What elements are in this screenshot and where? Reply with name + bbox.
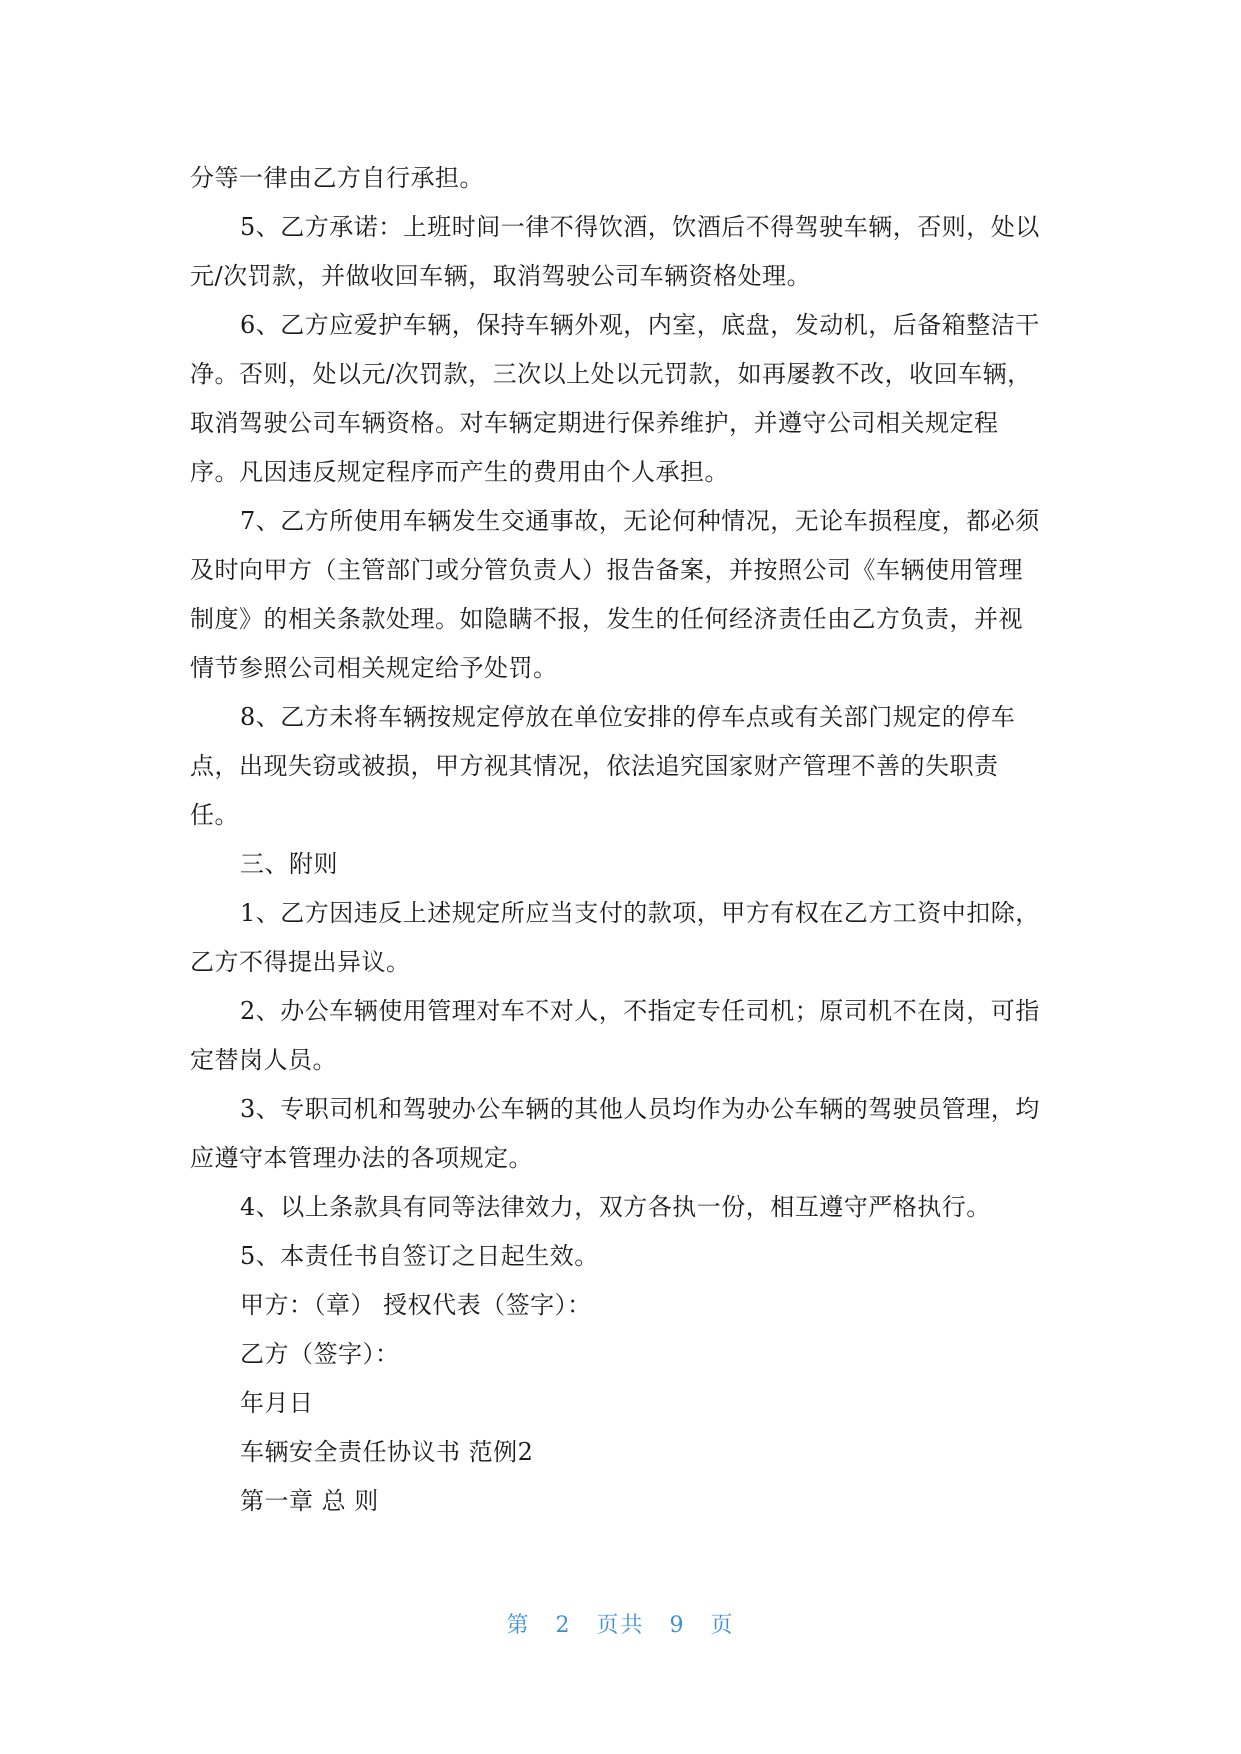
footer-suffix: 页 xyxy=(710,1613,735,1638)
text-line: 情节参照公司相关规定给予处罚。 xyxy=(190,654,558,682)
text-line: 制度》的相关条款处理。如隐瞒不报，发生的任何经济责任由乙方负责，并视 xyxy=(190,605,1023,633)
footer-middle: 页共 xyxy=(596,1613,645,1638)
text-line: 应遵守本管理办法的各项规定。 xyxy=(190,1144,533,1172)
date-line: 年月日 xyxy=(240,1389,314,1417)
text-line: 4、以上条款具有同等法律效力，双方各执一份，相互遵守严格执行。 xyxy=(240,1193,991,1221)
text-line: 5、本责任书自签订之日起生效。 xyxy=(240,1242,599,1270)
chapter-heading: 第一章 总 则 xyxy=(240,1487,379,1515)
signature-line-party-a: 甲方：（章） 授权代表（签字）： xyxy=(240,1291,592,1319)
text-line: 7、乙方所使用车辆发生交通事故，无论何种情况，无论车损程度，都必须 xyxy=(240,507,1040,535)
text-line: 定替岗人员。 xyxy=(190,1046,337,1074)
text-line: 及时向甲方（主管部门或分管负责人）报告备案，并按照公司《车辆使用管理 xyxy=(190,556,1023,584)
text-line: 乙方不得提出异议。 xyxy=(190,948,411,976)
document-subtitle: 车辆安全责任协议书 范例2 xyxy=(240,1438,534,1466)
text-line: 点，出现失窃或被损，甲方视其情况，依法追究国家财产管理不善的失职责 xyxy=(190,752,999,780)
page-footer xyxy=(0,1611,1241,1641)
text-line: 6、乙方应爱护车辆，保持车辆外观，内室，底盘，发动机，后备箱整洁干 xyxy=(240,311,1040,339)
text-line: 序。凡因违反规定程序而产生的费用由个人承担。 xyxy=(190,458,729,486)
text-line: 1、乙方因违反上述规定所应当支付的款项，甲方有权在乙方工资中扣除， xyxy=(240,899,1040,927)
total-pages-number: 9 xyxy=(669,1613,686,1638)
text-line: 元/次罚款，并做收回车辆，取消驾驶公司车辆资格处理。 xyxy=(190,262,812,290)
text-line: 2、办公车辆使用管理对车不对人，不指定专任司机；原司机不在岗，可指 xyxy=(240,997,1040,1025)
text-line: 3、专职司机和驾驶办公车辆的其他人员均作为办公车辆的驾驶员管理，均 xyxy=(240,1095,1040,1123)
text-line: 8、乙方未将车辆按规定停放在单位安排的停车点或有关部门规定的停车 xyxy=(240,703,1016,731)
text-line: 5、乙方承诺：上班时间一律不得饮酒，饮酒后不得驾驶车辆，否则，处以 xyxy=(240,213,1040,241)
text-line: 净。否则，处以元/次罚款，三次以上处以元罚款，如再屡教不改，收回车辆， xyxy=(190,360,1032,388)
text-line: 分等一律由乙方自行承担。 xyxy=(190,164,484,192)
section-heading: 三、附则 xyxy=(240,850,338,878)
footer-prefix: 第 xyxy=(506,1613,531,1638)
text-line: 取消驾驶公司车辆资格。对车辆定期进行保养维护，并遵守公司相关规定程 xyxy=(190,409,999,437)
text-line: 任。 xyxy=(190,801,239,829)
signature-line-party-b: 乙方（签字）： xyxy=(240,1340,400,1368)
current-page-number: 2 xyxy=(555,1613,572,1638)
